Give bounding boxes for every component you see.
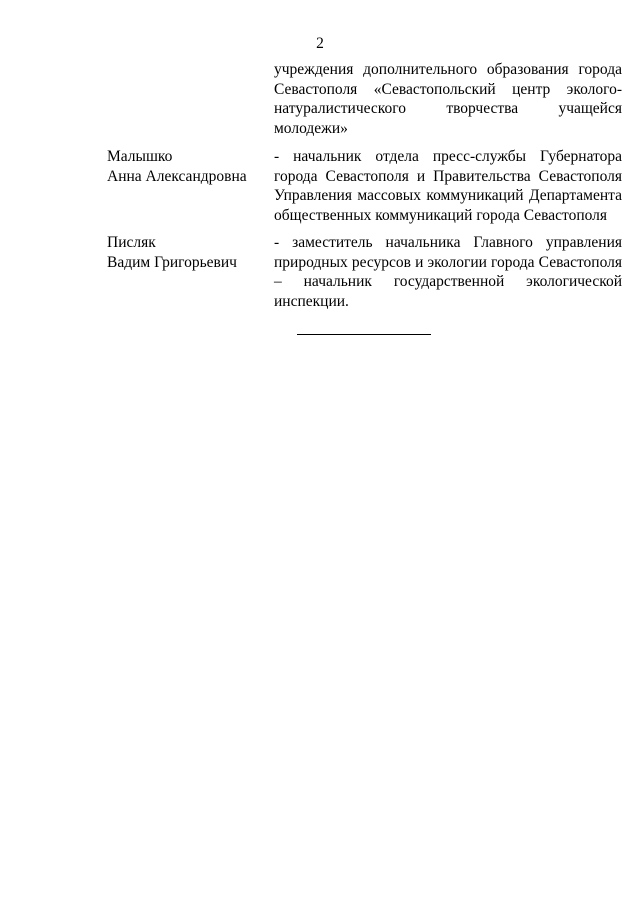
member-given-names: Вадим Григорьевич xyxy=(107,253,237,271)
position-line: - начальник отдела пресс-службы Губернатора xyxy=(274,148,622,165)
position-line: природных ресурсов и экологии города Севастополя xyxy=(274,253,622,271)
position-line: общественных коммуникаций города Севастополя xyxy=(274,206,608,224)
position-line: инспекции. xyxy=(274,292,349,310)
continuation-line: учреждения дополнительного образования города xyxy=(274,61,622,78)
member-name xyxy=(107,147,267,186)
continuation-line: молодежи» xyxy=(274,119,348,137)
member-given-names: Анна Александровна xyxy=(107,167,247,185)
continuation-line: натуралистического творчества учащейся xyxy=(274,100,622,117)
position-line: - заместитель начальника Главного управления xyxy=(274,234,622,251)
end-divider xyxy=(297,334,431,335)
continuation-text xyxy=(274,60,622,138)
position-line: Управления массовых коммуникаций Департамента xyxy=(274,187,622,204)
position-line: – начальник государственной экологической xyxy=(274,273,622,290)
position-line: города Севастополя и Правительства Севастополя xyxy=(274,167,622,185)
member-surname: Писляк xyxy=(107,234,156,251)
continuation-line: Севастополя «Севастопольский центр эколого- xyxy=(274,80,622,98)
page-number: 2 xyxy=(316,35,324,52)
member-position xyxy=(274,233,622,311)
member-position xyxy=(274,147,622,225)
member-surname: Малышко xyxy=(107,148,173,165)
member-name xyxy=(107,233,267,272)
